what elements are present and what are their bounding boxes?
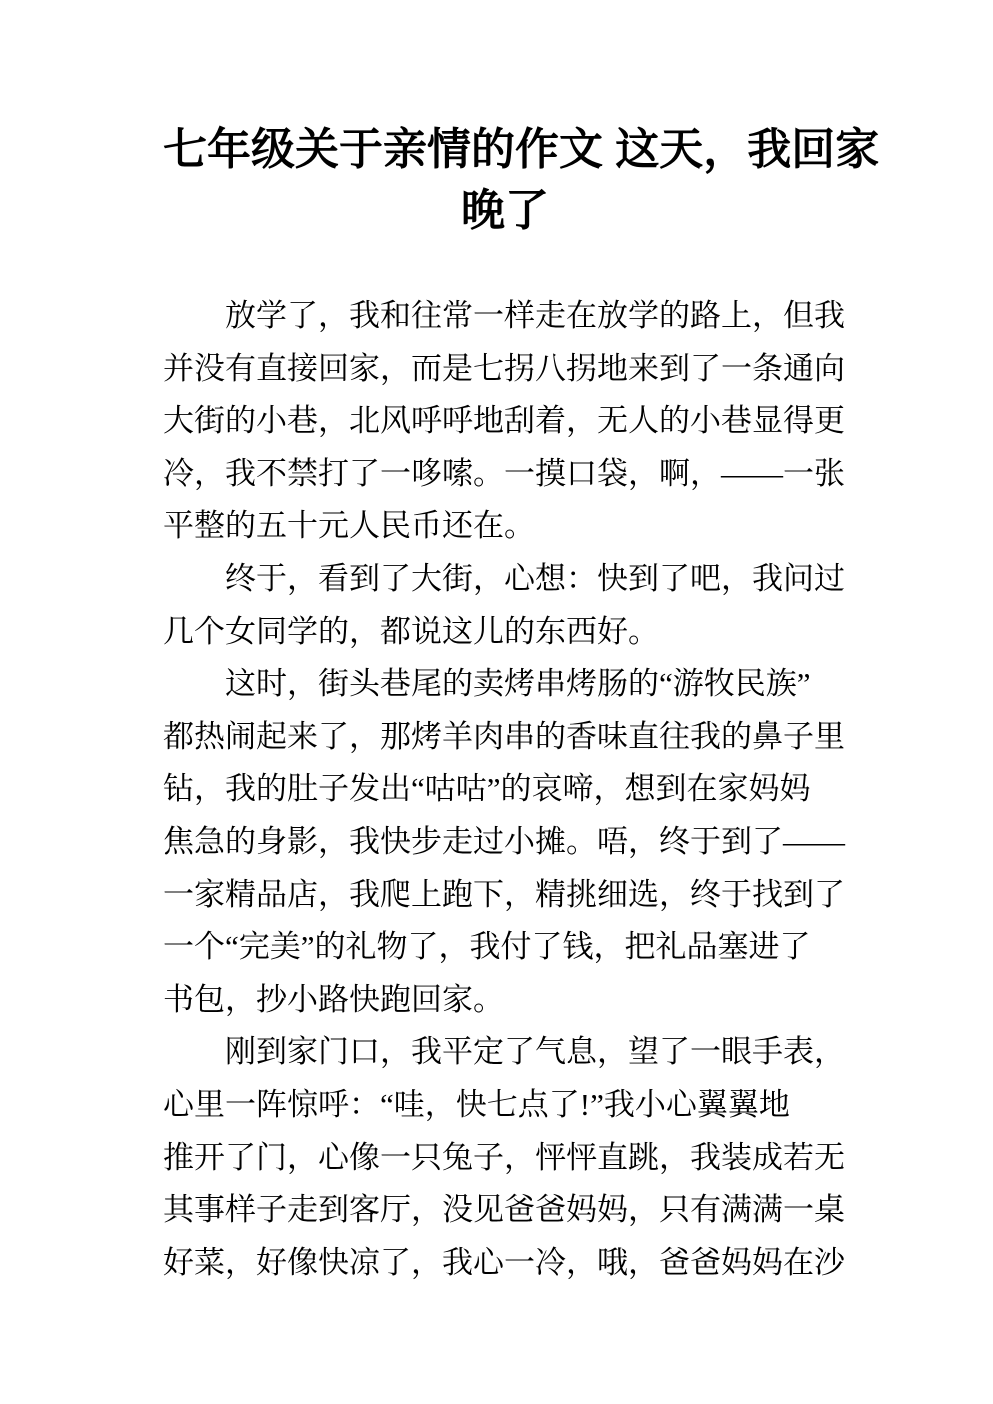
- text-line: 焦急的身影，我快步走过小摊。唔，终于到了——: [163, 823, 845, 859]
- paragraph: [163, 658, 847, 1026]
- text-line: 终于，看到了大街，心想：快到了吧，我问过: [163, 560, 845, 596]
- paragraph: [163, 1026, 847, 1289]
- text-line: 其事样子走到客厅，没见爸爸妈妈，只有满满一桌: [163, 1192, 845, 1228]
- text-line: 并没有直接回家，而是七拐八拐地来到了一条通向: [163, 350, 845, 386]
- document-title-line-2: 晚了: [461, 186, 549, 235]
- text-line: 几个女同学的，都说这儿的东西好。: [163, 613, 659, 649]
- text-line: 好菜，好像快凉了，我心一冷，哦，爸爸妈妈在沙: [163, 1244, 845, 1280]
- paragraph: [163, 553, 847, 658]
- text-line: 心里一阵惊呼：“哇，快七点了!”我小心翼翼地: [163, 1086, 790, 1122]
- text-line: 刚到家门口，我平定了气息，望了一眼手表，: [163, 1034, 845, 1070]
- text-line: 一个“完美”的礼物了，我付了钱，把礼品塞进了: [163, 929, 811, 965]
- document-title: [163, 119, 880, 241]
- text-line: 平整的五十元人民币还在。: [163, 508, 535, 544]
- text-line: 都热闹起来了，那烤羊肉串的香味直往我的鼻子里: [163, 718, 845, 754]
- document-title-line-1: 七年级关于亲情的作文 这天，我回家: [163, 125, 880, 174]
- paragraph: [163, 290, 847, 553]
- document-body: [163, 290, 847, 1289]
- text-line: 书包，抄小路快跑回家。: [163, 981, 504, 1017]
- text-line: 这时，街头巷尾的卖烤串烤肠的“游牧民族”: [163, 666, 811, 702]
- text-line: 大街的小巷，北风呼呼地刮着，无人的小巷显得更: [163, 403, 845, 439]
- text-line: 冷，我不禁打了一哆嗦。一摸口袋，啊，——一张: [163, 455, 845, 491]
- text-line: 放学了，我和往常一样走在放学的路上，但我: [163, 298, 845, 333]
- text-line: 一家精品店，我爬上跑下，精挑细选，终于找到了: [163, 876, 845, 912]
- text-line: 推开了门，心像一只兔子，怦怦直跳，我装成若无: [163, 1139, 845, 1175]
- text-line: 钻，我的肚子发出“咕咕”的哀啼，想到在家妈妈: [163, 771, 811, 807]
